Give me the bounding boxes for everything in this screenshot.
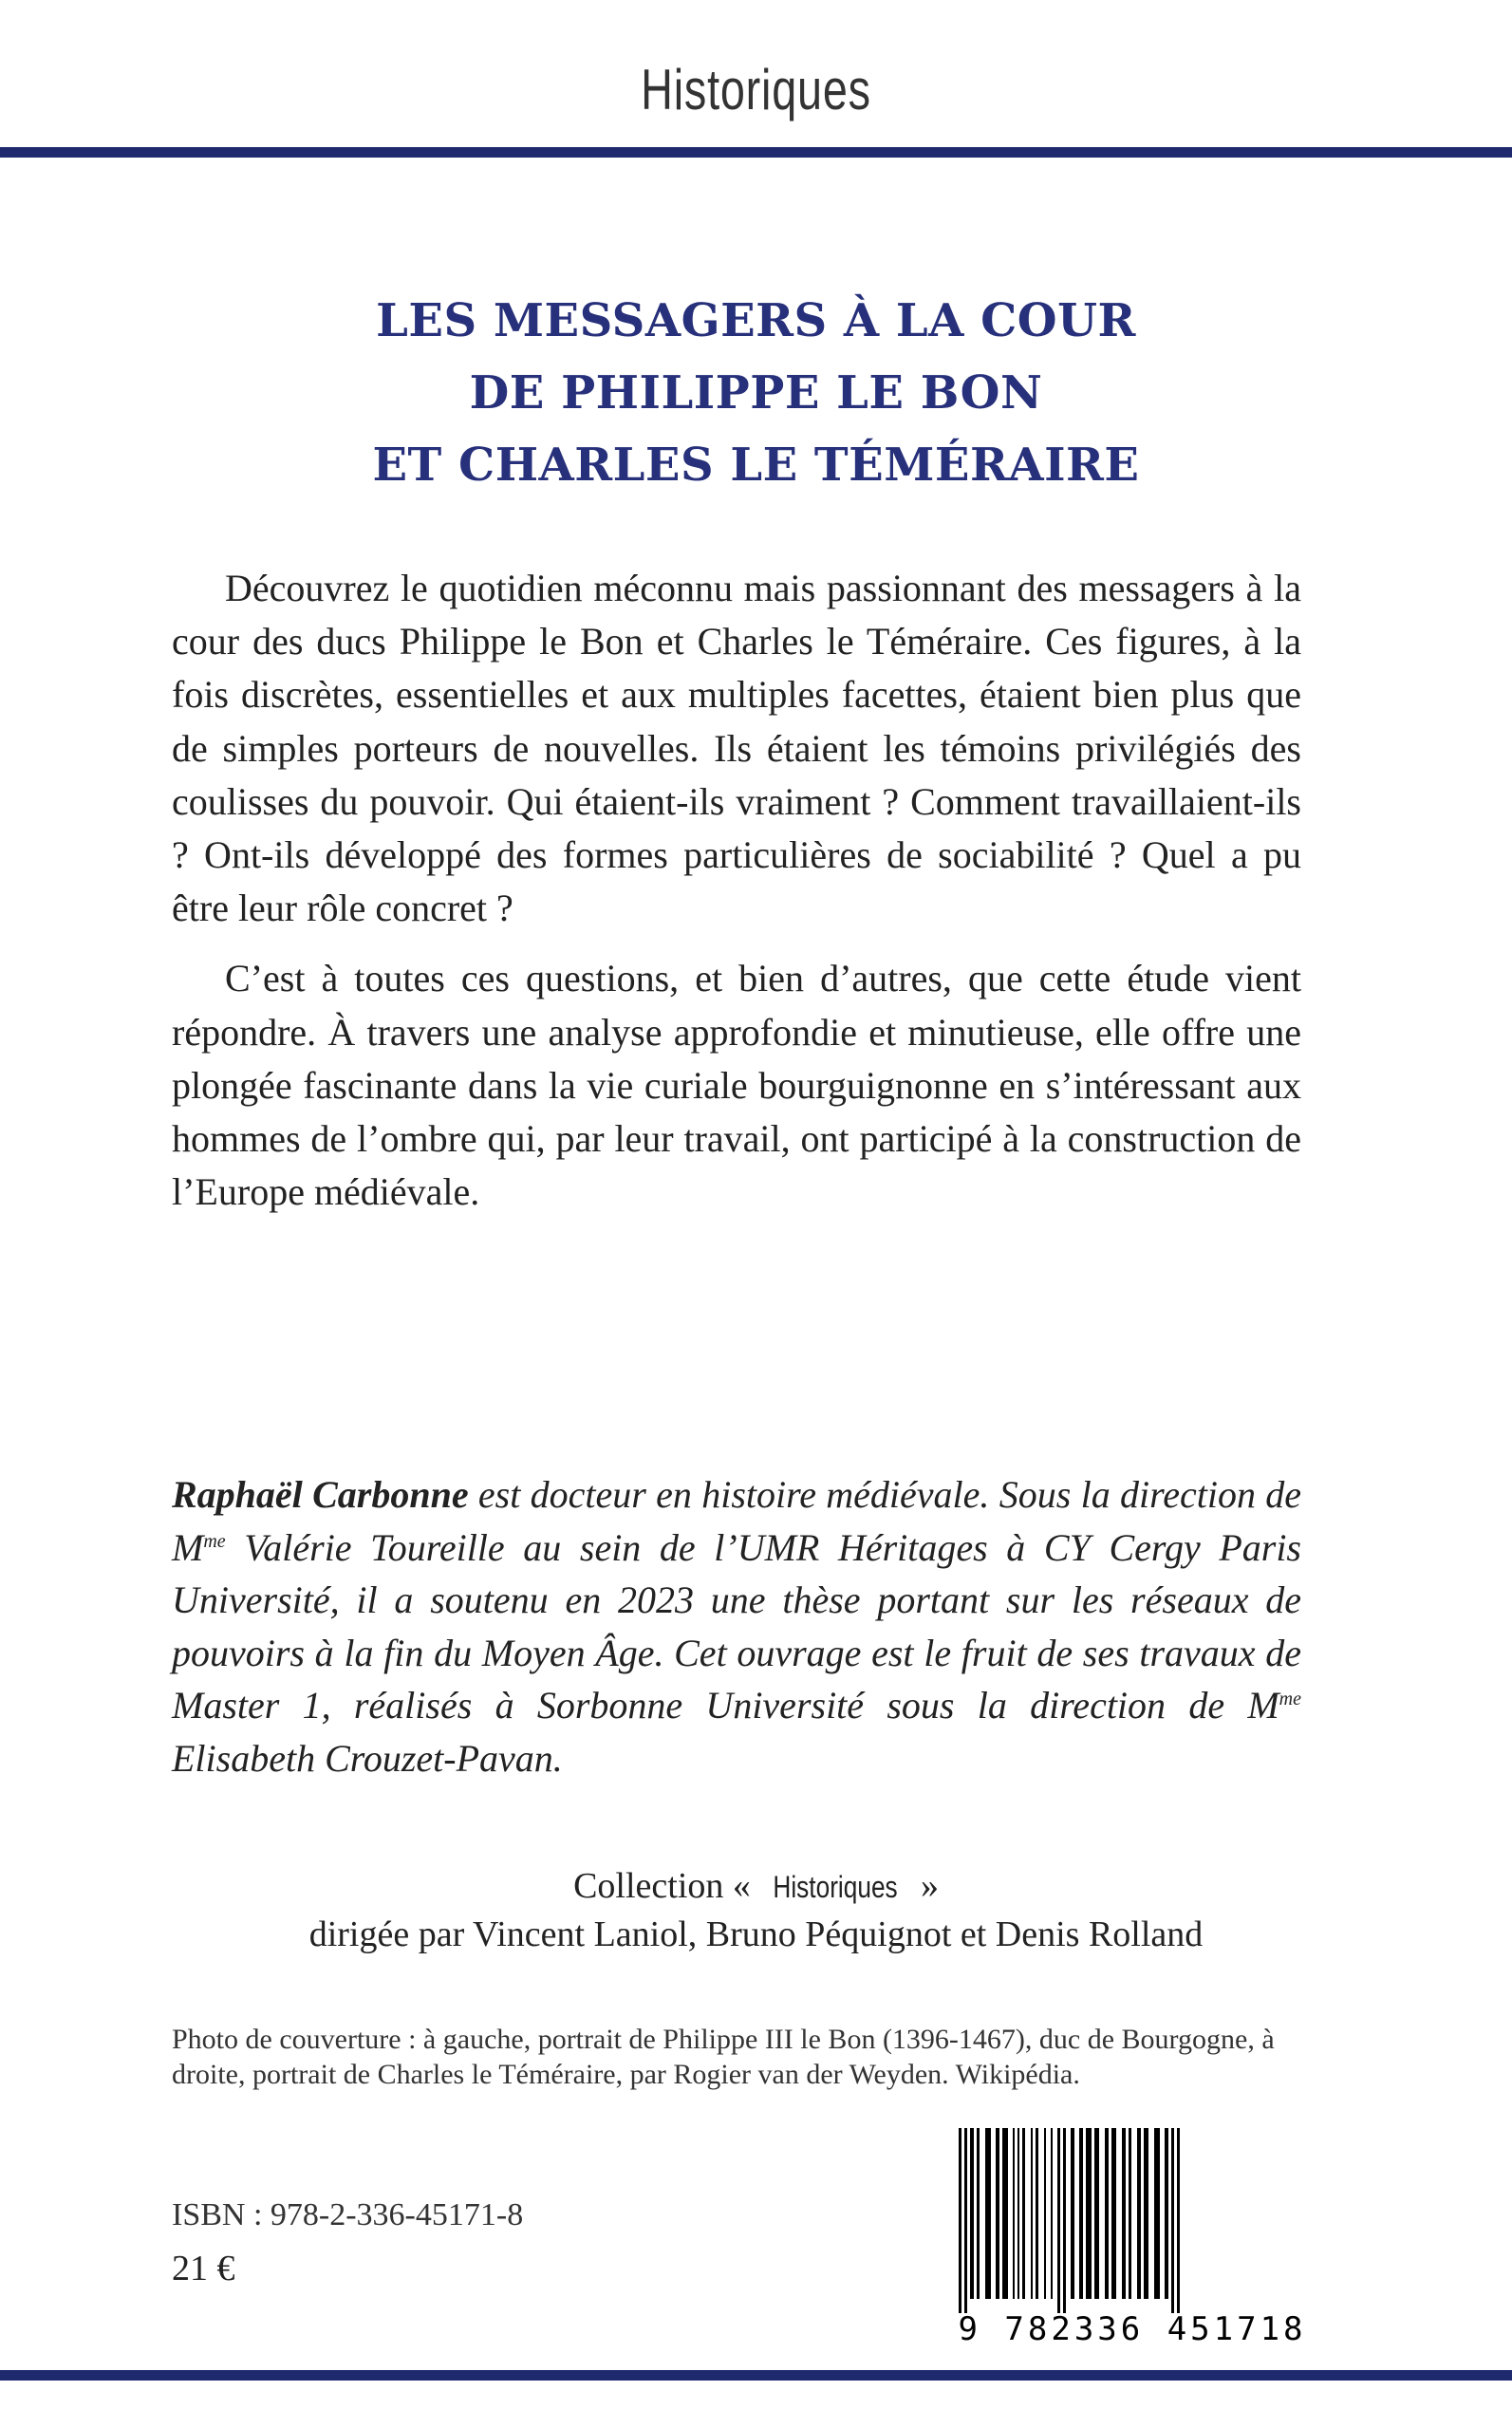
- barcode-bar: [1122, 2128, 1126, 2299]
- barcode-bar: [1002, 2128, 1008, 2299]
- barcode-bars: [930, 2128, 1335, 2313]
- title-line-3: ET CHARLES LE TÉMÉRAIRE: [372, 439, 1140, 492]
- photo-credit: Photo de couverture : à gauche, portrait de Philippe III le Bon (1396-1467), duc de Bourgogne, à droite, portrait de Charles le Téméraire, par Rogier van der Weyden. Wikipédia.: [172, 2024, 1275, 2090]
- price: 21 €: [172, 2249, 235, 2288]
- bio-text-2: Valérie Toureille au sein de l’UMR Héritages à CY Cergy Paris Université, il a soutenu en 2023 une thèse portant sur les réseaux de pouvoirs à la fin du Moyen Âge. Cet ouvrage est le fruit de ses travaux de Master 1, réalisés à Sorbonne Université sous la direction de M: [172, 1525, 1301, 1727]
- bottom-rule: [0, 2370, 1512, 2381]
- bio-sup-2: me: [1279, 1689, 1301, 1709]
- barcode-bar: [1063, 2128, 1066, 2313]
- barcode-bar: [1071, 2128, 1074, 2299]
- barcode-bar: [1079, 2128, 1083, 2299]
- series-logo: Historiques: [641, 58, 871, 121]
- barcode-bar: [1022, 2128, 1025, 2299]
- barcode-bar: [1094, 2128, 1099, 2299]
- barcode-bar: [1177, 2128, 1180, 2313]
- barcode-bar: [985, 2128, 991, 2299]
- isbn: ISBN : 978-2-336-45171-8: [172, 2197, 524, 2232]
- barcode-bar: [1137, 2128, 1141, 2299]
- title-line-1: LES MESSAGERS À LA COUR: [376, 294, 1136, 347]
- barcode-bar: [1105, 2128, 1109, 2299]
- bio-sup-1: me: [203, 1530, 226, 1552]
- bio-text-3: Elisabeth Crouzet-Pavan.: [172, 1736, 563, 1780]
- barcode-bar: [964, 2128, 967, 2313]
- barcode-bar: [970, 2128, 974, 2299]
- barcode-bar: [959, 2128, 961, 2313]
- barcode-bar: [1171, 2128, 1174, 2313]
- barcode-bar: [996, 2128, 999, 2299]
- blurb-paragraph-2: C’est à toutes ces questions, et bien d’autres, que cette étude vient répondre. À travers une analyse approfondie et minutieuse, elle offre une plongée fascinante dans la vie curiale bourguignonne en s’intéressant aux hommes de l’ombre qui, par leur travail, ont participé à la construction de l’Europe médiévale.: [172, 957, 1301, 1214]
- title-line-2: DE PHILIPPE LE BON: [469, 366, 1043, 420]
- barcode-digits: 9 782336 451718: [958, 2310, 1307, 2348]
- author-bio: [172, 1468, 1301, 1784]
- barcode-bar: [1165, 2128, 1168, 2299]
- author-name: Raphaël Carbonne: [172, 1473, 469, 1516]
- barcode-bar: [1036, 2128, 1038, 2299]
- barcode-bar: [1057, 2128, 1060, 2313]
- barcode-bar: [1144, 2128, 1148, 2299]
- barcode-bar: [1154, 2128, 1160, 2299]
- barcode-bar: [1013, 2128, 1015, 2299]
- collection-directors: dirigée par Vincent Laniol, Bruno Péquignot et Denis Rolland: [308, 1914, 1204, 1954]
- collection-line: [0, 1862, 1512, 1911]
- barcode-bar: [1031, 2128, 1033, 2299]
- top-rule: [0, 147, 1512, 158]
- collection-info: [0, 1862, 1512, 1958]
- barcode-bar: [977, 2128, 980, 2299]
- bio-text-1: est docteur en histoire médiévale. Sous la direction de M: [172, 1473, 1302, 1569]
- book-blurb: [172, 562, 1301, 1236]
- book-title: [0, 285, 1512, 501]
- barcode-bar: [1017, 2128, 1019, 2299]
- barcode: [930, 2128, 1335, 2348]
- collection-prefix: Collection «: [573, 1866, 751, 1906]
- barcode-bar: [1111, 2128, 1116, 2299]
- blurb-paragraph-1: Découvrez le quotidien méconnu mais passionnant des messagers à la cour des ducs Philippe le Bon et Charles le Téméraire. Ces figures, à la fois discrètes, essentielles et aux multiples facettes, étaient bien plus que de simples porteurs de nouvelles. Ils étaient les témoins privilégiés des coulisses du pouvoir. Qui étaient-ils vraiment ? Comment travaillaient-ils ? Ont-ils développé des formes particulières de sociabilité ? Quel a pu être leur rôle concret ?: [172, 567, 1301, 930]
- barcode-bar: [1129, 2128, 1131, 2299]
- barcode-bar: [1044, 2128, 1046, 2299]
- barcode-bar: [1086, 2128, 1092, 2299]
- barcode-bar: [1051, 2128, 1053, 2299]
- collection-suffix: »: [920, 1866, 939, 1906]
- collection-brand: Historiques: [773, 1870, 899, 1904]
